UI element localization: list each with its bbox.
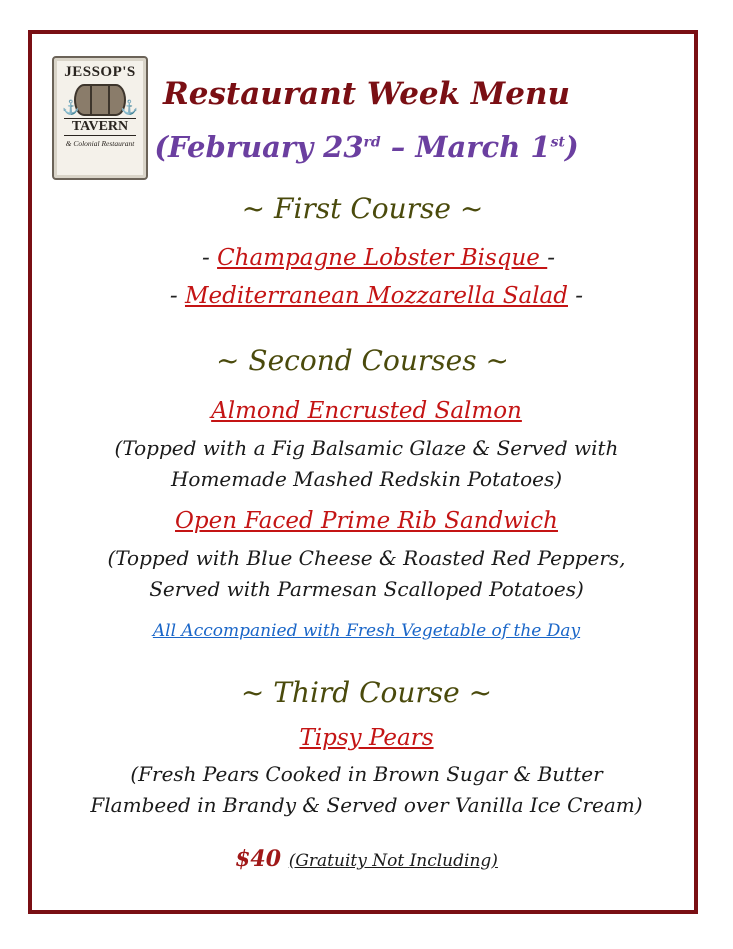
price-value: $40 [235,846,282,872]
tipsy-pears-description-line: (Fresh Pears Cooked in Brown Sugar & Butter [130,762,603,786]
menu-item-prime-rib: Open Faced Prime Rib Sandwich [175,508,558,534]
prime-rib-description-line: Served with Parmesan Scalloped Potatoes) [149,577,584,601]
page-title: Restaurant Week Menu [162,76,571,112]
logo-tavern: TAVERN [64,118,136,136]
menu-item-salmon: Almond Encrusted Salmon [211,398,522,424]
salmon-description-line: Homemade Mashed Redskin Potatoes) [170,467,563,491]
anchor-icon: ⚓ [62,100,80,116]
anchor-icon: ⚓ [120,100,138,116]
logo-name: JESSOP'S [64,64,136,80]
menu-dates: (February 23rd – March 1st) [154,130,579,164]
price-line [0,846,733,872]
menu-item-lobster-bisque: - Champagne Lobster Bisque - [201,245,556,271]
gratuity-note: (Gratuity Not Including) [288,851,498,871]
tipsy-pears-description-line: Flambeed in Brandy & Served over Vanilla Ice Cream) [90,793,643,817]
accompaniment-note: All Accompanied with Fresh Vegetable of the Day [152,621,581,641]
menu-item-mozzarella-salad: - Mediterranean Mozzarella Salad - [169,283,584,309]
first-course-heading: ~ First Course ~ [241,192,484,225]
prime-rib-description-line: (Topped with Blue Cheese & Roasted Red Peppers, [107,546,626,570]
salmon-description-line: (Topped with a Fig Balsamic Glaze & Served with [114,436,619,460]
third-course-heading: ~ Third Course ~ [240,676,493,709]
logo-subtitle: & Colonial Restaurant [65,139,135,148]
second-courses-heading: ~ Second Courses ~ [216,344,509,377]
menu-item-tipsy-pears: Tipsy Pears [299,725,434,751]
